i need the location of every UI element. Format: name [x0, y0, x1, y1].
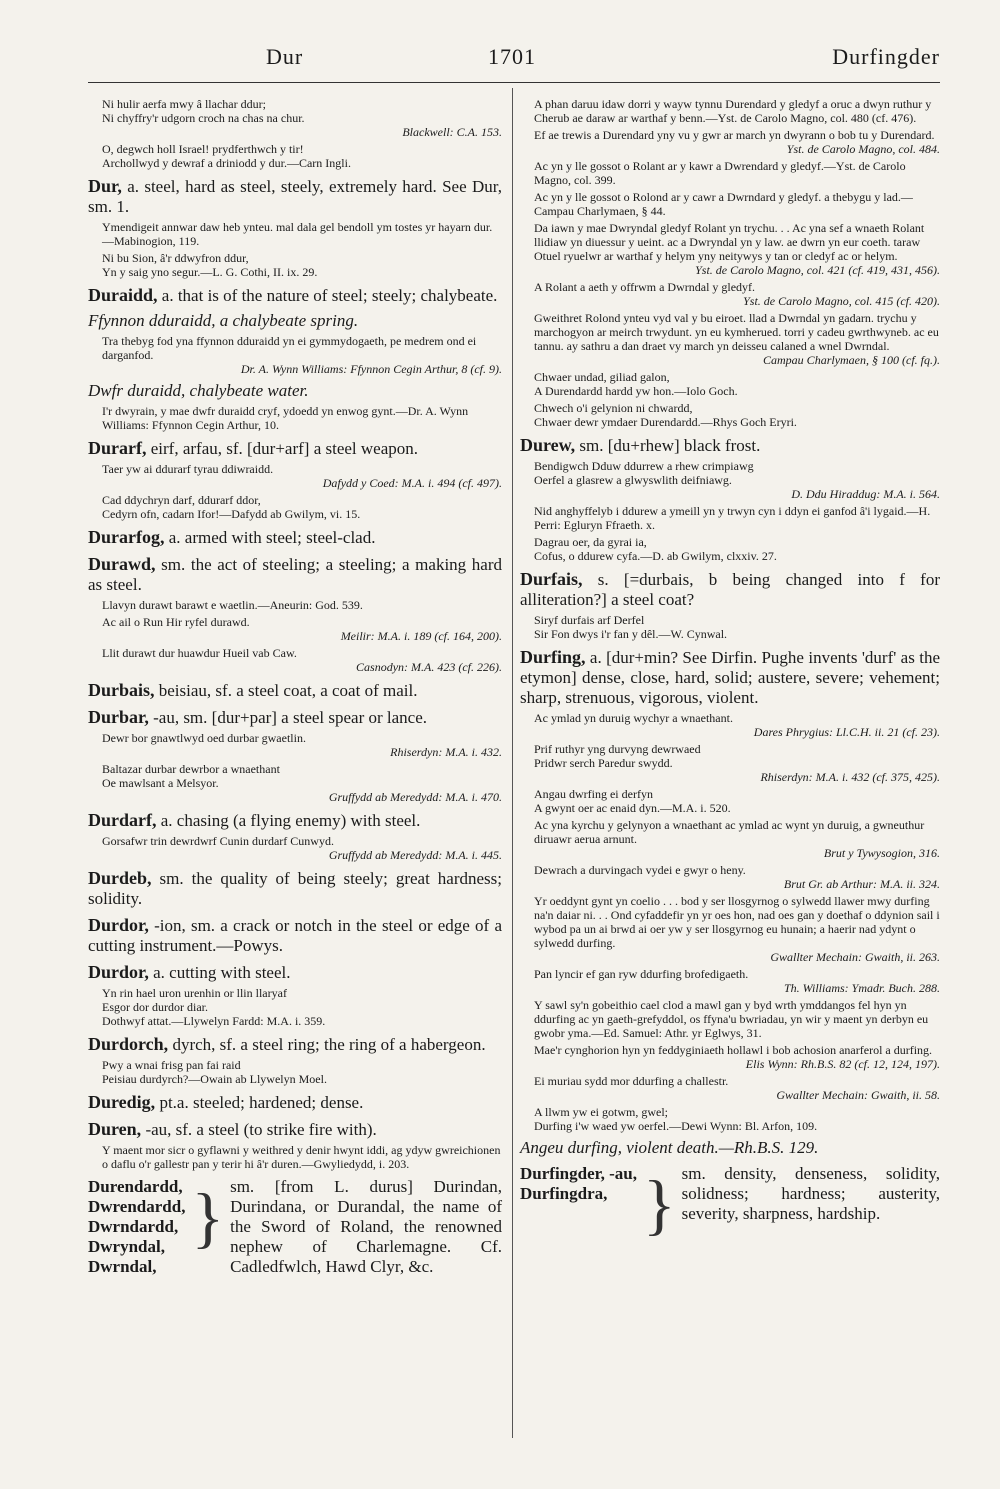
- citation-line: Ei muriau sydd mor ddurfing a challestr.: [534, 1074, 729, 1088]
- citation: [102, 220, 502, 248]
- dictionary-entry: [88, 438, 502, 459]
- left-column: [88, 94, 502, 1277]
- citation-line: Yn y saig yno segur.—L. G. Cothi, II. ix. 29.: [102, 265, 318, 279]
- citation-source: Casnodyn: M.A. 423 (cf. 226).: [356, 660, 502, 674]
- definition: s. [=durbais, b being changed into f for alliteration?] a steel coat?: [520, 570, 940, 609]
- citation: [102, 462, 502, 490]
- definition: sm. the act of steeling; a steeling; a making hard as steel.: [88, 555, 503, 594]
- citation: [534, 742, 940, 784]
- citation-line: Ac yn y lle gossot o Rolant ar y kawr a Dwrendard y gledyf.—Yst. de Carolo Magno, col. 399.: [534, 159, 906, 187]
- citation-line: Ni chyffry'r udgorn croch na chas na chur.: [102, 111, 305, 125]
- sub-entry: Angeu durfing, violent death.—Rh.B.S. 129.: [520, 1138, 819, 1157]
- dictionary-entry: [88, 962, 502, 983]
- citation-line: Bendigwch Dduw ddurrew a rhew crimpiawg: [534, 459, 754, 473]
- brace-glyph: }: [191, 1179, 225, 1255]
- definition: a. that is of the nature of steel; steely; chalybeate.: [161, 286, 498, 305]
- citation-line: Archollwyd y dewraf a driniodd y dur.—Carn Ingli.: [102, 156, 351, 170]
- citation: [534, 280, 940, 308]
- citation: [534, 818, 940, 860]
- headword: Durbar,: [88, 707, 149, 727]
- citation: [534, 401, 940, 429]
- definition: a. [dur+min? See Dirfin. Pughe invents 'durf' as the etymon] dense, close, hard, solid; austere, severe; vehement; sharp, strenuous, vigorous, violent.: [520, 648, 940, 707]
- citation: [534, 504, 940, 532]
- citation-line: Da iawn y mae Dwryndal gledyf Rolant yn trychu. . . Ac yna sef a wnaeth Rolant llidiaw yn diuessur y ueint. ac a Dwryndal yn y law. ae dwrn yn eur coeth. taraw Otuel ryuelwr ar warthaf y helym yny neitywys y tan or cledyf ac or helym.: [534, 221, 925, 263]
- citation-line: I'r dwyrain, y mae dwfr duraidd cryf, ydoedd yn enwog gynt.—Dr. A. Wynn Williams: Ffynnon Cegin Arthur, 10.: [102, 404, 469, 432]
- right-column: [520, 94, 940, 1244]
- citation: [102, 1058, 502, 1086]
- citation: [534, 535, 940, 563]
- citation: [534, 459, 940, 501]
- dictionary-entry: [88, 868, 502, 909]
- citation-line: Ac ail o Run Hir ryfel durawd.: [102, 615, 250, 629]
- citation: [534, 128, 940, 156]
- citation-source: Yst. de Carolo Magno, col. 415 (cf. 420).: [743, 294, 940, 308]
- headword: Durdor,: [88, 962, 149, 982]
- citation-line: Cofus, o ddurew cyfa.—D. ab Gwilym, clxxiv. 27.: [534, 549, 777, 563]
- page-number: 1701: [488, 44, 536, 69]
- citation: [534, 711, 940, 739]
- citation: [102, 251, 502, 279]
- headword: Durew,: [520, 435, 576, 455]
- citation-line: Baltazar durbar dewrbor a wnaethant: [102, 762, 280, 776]
- citation: [534, 1105, 940, 1133]
- citation-line: Chwaer undad, giliad galon,: [534, 370, 670, 384]
- citation-source: Rhiserdyn: M.A. i. 432 (cf. 375, 425).: [760, 770, 940, 784]
- dictionary-entry: [520, 647, 940, 708]
- citation-source: Dafydd y Coed: M.A. i. 494 (cf. 497).: [322, 476, 502, 490]
- citation-source: Yst. de Carolo Magno, col. 484.: [786, 142, 940, 156]
- citation-line: A gwynt oer ac enaid dyn.—M.A. i. 520.: [534, 801, 731, 815]
- definition: sm. density, denseness, solidity, solidness; hardness; austerity, severity, sharpness, hardship.: [681, 1164, 940, 1223]
- citation: [102, 493, 502, 521]
- citation-line: Tra thebyg fod yna ffynnon dduraidd yn ei gymmydogaeth, pe medrem ond ei darganfod.: [102, 334, 477, 362]
- citation-line: Yr oeddynt gynt yn coelio . . . bod y ser llosgyrnog o sylwedd llawer mwy durfing na'n daiar ni. . . Ond cyfaddefir yn yr oes hon, nad oes gan y doethaf o ddynion sail i wybod pa un ai brwd ai oer yw y ser llosgyrnog eu hunain; a haerir nad ydynt o sylwedd durfing.: [534, 894, 940, 950]
- citation: [534, 221, 940, 277]
- citation-source: Gwallter Mechain: Gwaith, ii. 263.: [770, 950, 940, 964]
- column-divider: [512, 88, 513, 1438]
- definition: sm. [du+rhew] black frost.: [579, 436, 761, 455]
- citation-line: Chwech o'i gelynion ni chwardd,: [534, 401, 693, 415]
- headword: Dwrendardd,: [88, 1197, 186, 1216]
- dictionary-entry: [88, 707, 502, 728]
- definition: sm. the quality of being steely; great hardness; solidity.: [88, 869, 503, 908]
- citation-line: A Rolant a aeth y offrwm a Dwrndal y gledyf.: [534, 280, 756, 294]
- citation-line: Siryf durfais arf Derfel: [534, 613, 645, 627]
- citation-line: Dagrau oer, da gyrai ia,: [534, 535, 647, 549]
- citation-line: Ac yna kyrchu y gelynyon a wnaethant ac ymlad ac wynt yn duruig, a gwneuthur diruawr aerua arnunt.: [534, 818, 925, 846]
- dictionary-entry: [88, 915, 502, 956]
- citation-line: Gorsafwr trin dewrdwrf Cunin durdarf Cunwyd.: [102, 834, 334, 848]
- citation: [534, 1074, 940, 1102]
- citation-source: Dares Phrygius: Ll.C.H. ii. 21 (cf. 23).: [753, 725, 940, 739]
- citation-source: Brut Gr. ab Arthur: M.A. ii. 324.: [783, 877, 940, 891]
- dictionary-entry: [520, 435, 940, 456]
- citation: [102, 142, 502, 170]
- citation-line: Oerfel a glasrew a glwyswlith deifniawg.: [534, 473, 732, 487]
- headword: Dwrndardd,: [88, 1217, 179, 1236]
- citation-source: Brut y Tywysogion, 316.: [823, 846, 940, 860]
- citation-source: D. Ddu Hiraddug: M.A. i. 564.: [791, 487, 940, 501]
- header-rule: [88, 82, 940, 83]
- headword: Durfingdra,: [520, 1184, 608, 1203]
- citation-line: Nid anghyffelyb i ddurew a ymeill yn y trwyn cyn i ddyn ei ganfod â'i lygaid.—H. Perri: Egluryn Ffraeth. x.: [534, 504, 931, 532]
- page-header: [88, 44, 940, 74]
- citation-line: Cedyrn ofn, cadarn Ifor!—Dafydd ab Gwilym, vi. 15.: [102, 507, 361, 521]
- citation: [102, 615, 502, 643]
- citation: [534, 159, 940, 187]
- citation: [102, 986, 502, 1028]
- citation: [534, 311, 940, 367]
- headword: Durawd,: [88, 554, 156, 574]
- citation: [534, 863, 940, 891]
- citation: [102, 598, 502, 612]
- citation-line: Cad ddychryn darf, ddurarf ddor,: [102, 493, 261, 507]
- headword: Duredig,: [88, 1092, 156, 1112]
- definition: a. steel, hard as steel, steely, extremely hard. See Dur, sm. 1.: [88, 177, 502, 216]
- sub-entry: Dwfr duraidd, chalybeate water.: [88, 381, 309, 400]
- headword-group: [88, 1177, 502, 1277]
- dictionary-entry: [88, 1119, 502, 1140]
- citation: [534, 1043, 940, 1071]
- definition: a. chasing (a flying enemy) with steel.: [160, 811, 421, 830]
- citation-source: Campau Charlymaen, § 100 (cf. fq.).: [763, 353, 940, 367]
- citation-line: Angau dwrfing ei derfyn: [534, 787, 653, 801]
- headword: Durdor,: [88, 915, 149, 935]
- dictionary-entry: [88, 285, 502, 306]
- citation-line: Sir Fon dwys i'r fan y dêl.—W. Cynwal.: [534, 627, 728, 641]
- citation-line: Y sawl sy'n gobeithio cael clod a mawl gan y byd wrth ymddangos fel hyn yn ddurfing ac yn gaeth-grefyddol, os ffyna'u bwriadau, yn wir y maent yn derbyn eu gwobr yma.—Ed. Samuel: Athr. yr Eglwys, 31.: [534, 998, 929, 1040]
- citation: [102, 404, 502, 432]
- citation: [534, 613, 940, 641]
- citation-source: Th. Williams: Ymadr. Buch. 288.: [783, 981, 940, 995]
- citation-line: Ac ymlad yn duruig wychyr a wnaethant.: [534, 711, 733, 725]
- dictionary-entry: [88, 554, 502, 595]
- dictionary-entry: [88, 176, 502, 217]
- citation-line: A Durendardd hardd yw hon.—Iolo Goch.: [534, 384, 738, 398]
- definition: -au, sm. [dur+par] a steel spear or lance.: [153, 708, 428, 727]
- headword: Durdeb,: [88, 868, 152, 888]
- citation-line: A llwm yw ei gotwm, gwel;: [534, 1105, 668, 1119]
- citation: [102, 646, 502, 674]
- citation-source: Elis Wynn: Rh.B.S. 82 (cf. 12, 124, 197).: [745, 1057, 940, 1071]
- definition: dyrch, sf. a steel ring; the ring of a habergeon.: [172, 1035, 486, 1054]
- definition: a. armed with steel; steel-clad.: [168, 528, 376, 547]
- citation-line: Pan lyncir ef gan ryw ddurfing brofedigaeth.: [534, 967, 749, 981]
- headword-group: [520, 1164, 940, 1244]
- definition: sm. [from L. durus] Durindan, Durindana, or Durandal, the name of the Sword of Roland, the renowned nephew of Charlemagne. Cf. Cadledfwlch, Hawd Clyr, &c.: [230, 1177, 502, 1276]
- citation-line: Y maent mor sicr o gyflawni y weithred y denir hwynt iddi, ag ydyw gwreichionen o daflu o'r gallestr pan y terir hi â'r duren.—Gwyliedydd, i. 203.: [102, 1143, 501, 1171]
- headword-variants: [520, 1164, 637, 1244]
- headword: Durarf,: [88, 438, 147, 458]
- sub-entry: Ffynnon dduraidd, a chalybeate spring.: [88, 311, 359, 330]
- dictionary-entry: [88, 1092, 502, 1113]
- dictionary-entry: [88, 680, 502, 701]
- citation-line: Taer yw ai ddurarf tyrau ddiwraidd.: [102, 462, 274, 476]
- citation-source: Blackwell: C.A. 153.: [402, 125, 502, 139]
- dictionary-entry: [88, 527, 502, 548]
- citation: [102, 1143, 502, 1171]
- headword: Dur,: [88, 176, 122, 196]
- citation-line: Dothwyf attat.—Llywelyn Fardd: M.A. i. 359.: [102, 1014, 326, 1028]
- citation-line: Pwy a wnai frisg pan fai raid: [102, 1058, 241, 1072]
- citation: [534, 787, 940, 815]
- citation-line: Dewrach a durvingach vydei e gwyr o heny.: [534, 863, 746, 877]
- citation: [534, 894, 940, 964]
- dictionary-entry: [88, 810, 502, 831]
- definition: pt.a. steeled; hardened; dense.: [159, 1093, 364, 1112]
- citation-line: Dewr bor gnawtlwyd oed durbar gwaetlin.: [102, 731, 306, 745]
- citation: [102, 731, 502, 759]
- headword: Duren,: [88, 1119, 142, 1139]
- citation-source: Dr. A. Wynn Williams: Ffynnon Cegin Arthur, 8 (cf. 9).: [240, 362, 502, 376]
- citation: [102, 334, 502, 376]
- citation: [102, 834, 502, 862]
- headword: Durfing,: [520, 647, 586, 667]
- headword: Dwryndal,: [88, 1237, 165, 1256]
- citation-line: Ni bu Sion, â'r ddwyfron ddur,: [102, 251, 249, 265]
- citation: [534, 967, 940, 995]
- citation-source: Gwallter Mechain: Gwaith, ii. 58.: [776, 1088, 940, 1102]
- definition: beisiau, sf. a steel coat, a coat of mail.: [158, 681, 418, 700]
- citation: [102, 762, 502, 804]
- headword: Durendardd,: [88, 1177, 183, 1196]
- headword: Durfais,: [520, 569, 583, 589]
- citation-line: Gweithret Rolond ynteu vyd val y bu eiroet. llad a Dwrndal yn gadarn. trychu y marchogyon ar meirch trwydunt. yn eu kymherued. torri y cadeu gwrthwyneb. ac eu tannu. ay sathru a dan draet vy march yn deisseu calaned a wnel Dwrndal.: [534, 311, 939, 353]
- citation-line: Durfing i'w waed yw oerfel.—Dewi Wynn: Bl. Arfon, 109.: [534, 1119, 818, 1133]
- citation-line: Ni hulir aerfa mwy â llachar ddur;: [102, 97, 266, 111]
- citation-line: Yn rin hael uron urenhin or llin llaryaf: [102, 986, 287, 1000]
- citation-line: Ac yn y lle gossot o Rolond ar y cawr a Dwrndard y gledyf. a thebygu y lad.—Campau Charlymaen, § 44.: [534, 190, 913, 218]
- citation: [534, 97, 940, 125]
- headword-variants: [88, 1177, 185, 1277]
- definition: eirf, arfau, sf. [dur+arf] a steel weapon.: [150, 439, 419, 458]
- citation-source: Meilir: M.A. i. 189 (cf. 164, 200).: [340, 629, 502, 643]
- citation-line: Chwaer dewr ymdaer Durendardd.—Rhys Goch Eryri.: [534, 415, 797, 429]
- citation-source: Yst. de Carolo Magno, col. 421 (cf. 419, 431, 456).: [695, 263, 940, 277]
- citation-line: Ef ae trewis a Durendard yny vu y gwr ar march yn dwyrann o bob tu y Durendard.: [534, 128, 935, 142]
- dictionary-entry: [520, 569, 940, 610]
- citation: [102, 97, 502, 139]
- citation-line: Pridwr serch Paredur swydd.: [534, 756, 673, 770]
- citation-line: Ymendigeit annwar daw heb ynteu. mal dala gel bendoll ym tostes yr hayarn dur.—Mabinogion, 119.: [102, 220, 493, 248]
- citation-line: Llavyn durawt barawt e waetlin.—Aneurin: God. 539.: [102, 598, 363, 612]
- headword: Duraidd,: [88, 285, 158, 305]
- citation-source: Rhiserdyn: M.A. i. 432.: [390, 745, 502, 759]
- headword: Durfingder, -au,: [520, 1164, 637, 1183]
- citation-line: Esgor dor durdor diar.: [102, 1000, 208, 1014]
- headword: Durarfog,: [88, 527, 165, 547]
- citation-source: Gruffydd ab Meredydd: M.A. i. 445.: [328, 848, 502, 862]
- citation: [534, 370, 940, 398]
- citation-line: Prif ruthyr yng durvyng dewrwaed: [534, 742, 701, 756]
- citation-line: Oe mawlsant a Melsyor.: [102, 776, 219, 790]
- headword: Durbais,: [88, 680, 155, 700]
- headword: Durdarf,: [88, 810, 157, 830]
- citation-line: Mae'r cynghorion hyn yn feddyginiaeth hollawl i bob achosion anarferol a durfing.: [534, 1043, 933, 1057]
- headword: Dwrndal,: [88, 1257, 157, 1276]
- definition: -au, sf. a steel (to strike fire with).: [145, 1120, 377, 1139]
- citation-line: A phan daruu idaw dorri y wayw tynnu Durendard y gledyf a oruc a dwyn ruthur y Cherub ae daraw ar warthaf y benn.—Yst. de Carolo Magno, col. 480 (cf. 476).: [534, 97, 932, 125]
- header-left-guideword: Dur: [266, 44, 304, 69]
- citation-source: Gruffydd ab Meredydd: M.A. i. 470.: [328, 790, 502, 804]
- citation: [534, 190, 940, 218]
- definition: -ion, sm. a crack or notch in the steel or edge of a cutting instrument.—Powys.: [88, 916, 502, 955]
- brace-glyph: }: [642, 1166, 676, 1242]
- citation-line: Peisiau durdyrch?—Owain ab Llywelyn Moel.: [102, 1072, 327, 1086]
- header-right-guideword: Durfingder: [832, 44, 940, 69]
- citation: [534, 998, 940, 1040]
- citation-line: Llit durawt dur huawdur Hueil vab Caw.: [102, 646, 297, 660]
- headword: Durdorch,: [88, 1034, 169, 1054]
- dictionary-entry: [88, 1034, 502, 1055]
- definition: a. cutting with steel.: [153, 963, 291, 982]
- citation-line: O, degwch holl Israel! prydferthwch y tir!: [102, 142, 304, 156]
